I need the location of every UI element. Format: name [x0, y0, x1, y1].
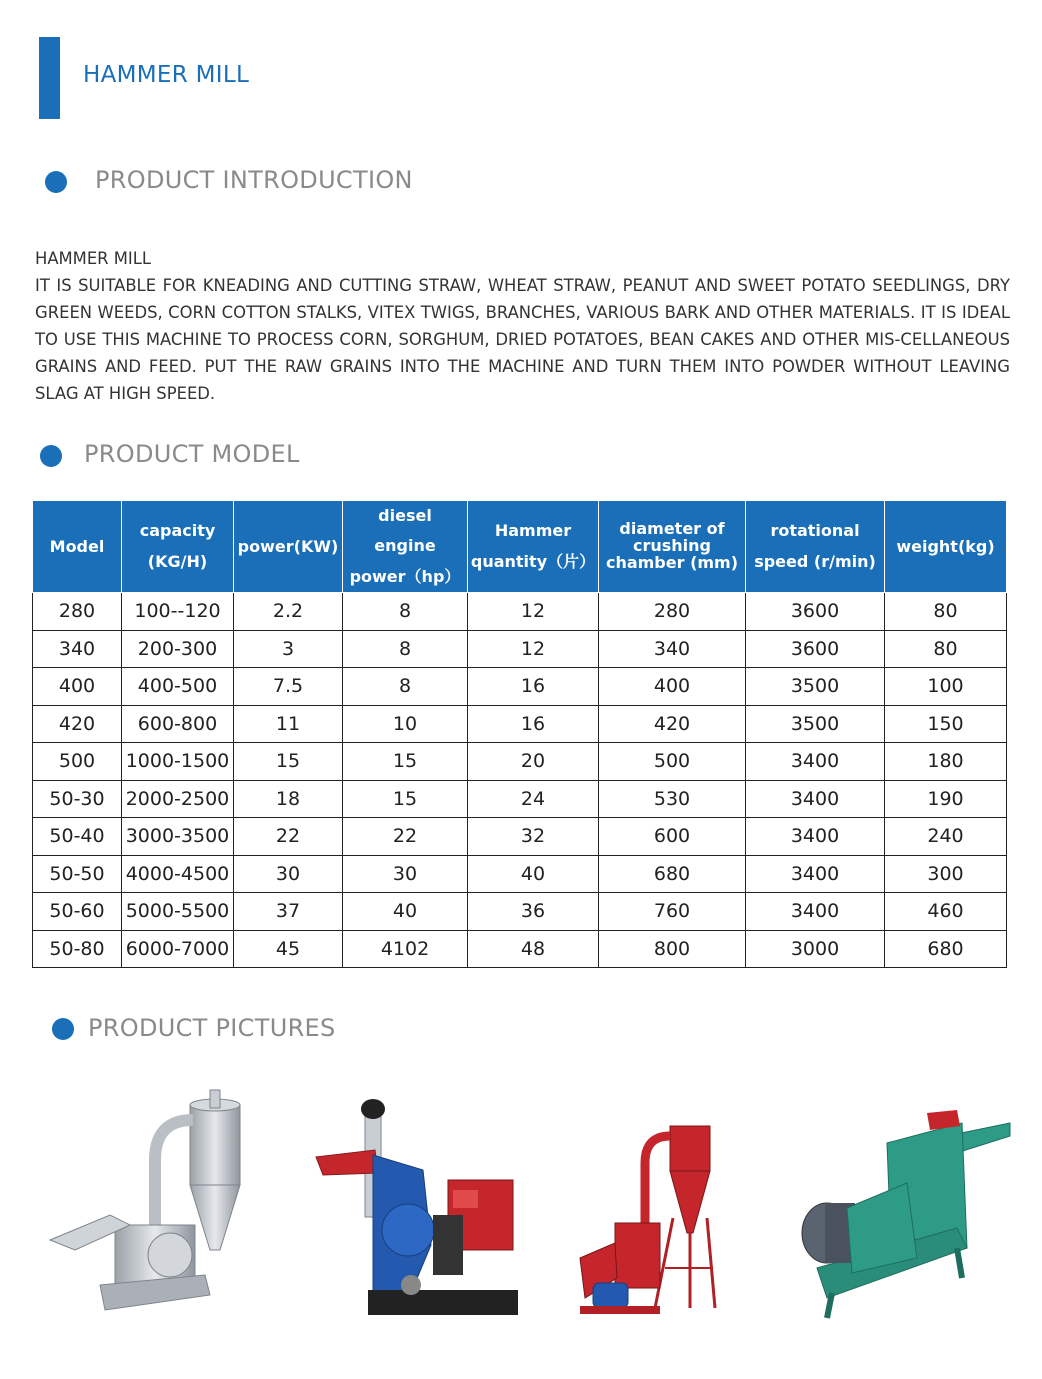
cell-weight: 100 [885, 668, 1007, 706]
cell-capacity: 6000-7000 [122, 930, 234, 968]
cell-capacity: 1000-1500 [122, 743, 234, 781]
cell-speed: 3400 [746, 818, 885, 856]
table-row [33, 593, 1007, 631]
cell-power: 45 [234, 930, 343, 968]
cell-capacity: 600-800 [122, 705, 234, 743]
cell-diesel: 40 [343, 893, 468, 931]
cell-hammer: 16 [468, 668, 599, 706]
header-power: power(KW) [234, 501, 343, 593]
table-row [33, 630, 1007, 668]
intro-heading: HAMMER MILL [35, 249, 152, 268]
cell-speed: 3600 [746, 630, 885, 668]
header-weight: weight(kg) [885, 501, 1007, 593]
cell-speed: 3500 [746, 705, 885, 743]
cell-weight: 80 [885, 630, 1007, 668]
page-title: HAMMER MILL [83, 62, 250, 88]
cell-diameter: 500 [599, 743, 746, 781]
cell-capacity: 400-500 [122, 668, 234, 706]
table-row [33, 780, 1007, 818]
header-speed: rotational speed (r/min) [746, 501, 885, 593]
cell-power: 2.2 [234, 593, 343, 631]
table-row [33, 705, 1007, 743]
product-image-red-mill [575, 1108, 725, 1323]
cell-power: 37 [234, 893, 343, 931]
cell-power: 15 [234, 743, 343, 781]
cell-weight: 300 [885, 855, 1007, 893]
title-accent-bar [39, 37, 60, 119]
header-diameter: diameter of crushing chamber (mm) [599, 501, 746, 593]
header-diesel: diesel engine power（hp） [343, 501, 468, 593]
cell-power: 7.5 [234, 668, 343, 706]
header-hammer: Hammer quantity（片） [468, 501, 599, 593]
table-row [33, 743, 1007, 781]
cell-power: 3 [234, 630, 343, 668]
cell-diameter: 400 [599, 668, 746, 706]
cell-speed: 3400 [746, 855, 885, 893]
section-title-introduction: PRODUCT INTRODUCTION [95, 166, 413, 194]
cell-capacity: 4000-4500 [122, 855, 234, 893]
cell-diesel: 10 [343, 705, 468, 743]
cell-speed: 3600 [746, 593, 885, 631]
cell-diameter: 760 [599, 893, 746, 931]
table-row [33, 818, 1007, 856]
cell-speed: 3000 [746, 930, 885, 968]
table-header-row [33, 501, 1007, 593]
cell-diesel: 15 [343, 743, 468, 781]
cell-model: 50-30 [33, 780, 122, 818]
table-row [33, 930, 1007, 968]
section-bullet-icon [40, 445, 62, 467]
cell-diesel: 8 [343, 593, 468, 631]
cell-weight: 680 [885, 930, 1007, 968]
cell-weight: 460 [885, 893, 1007, 931]
cell-hammer: 16 [468, 705, 599, 743]
section-title-pictures: PRODUCT PICTURES [88, 1014, 336, 1042]
cell-weight: 240 [885, 818, 1007, 856]
cell-hammer: 48 [468, 930, 599, 968]
cell-capacity: 200-300 [122, 630, 234, 668]
cell-diesel: 8 [343, 630, 468, 668]
cell-hammer: 36 [468, 893, 599, 931]
cell-weight: 150 [885, 705, 1007, 743]
cell-weight: 80 [885, 593, 1007, 631]
section-bullet-icon [52, 1018, 74, 1040]
cell-diameter: 680 [599, 855, 746, 893]
cell-speed: 3400 [746, 743, 885, 781]
cell-model: 50-50 [33, 855, 122, 893]
cell-diesel: 15 [343, 780, 468, 818]
cell-diesel: 30 [343, 855, 468, 893]
cell-power: 18 [234, 780, 343, 818]
cell-diameter: 280 [599, 593, 746, 631]
cell-model: 280 [33, 593, 122, 631]
cell-model: 50-80 [33, 930, 122, 968]
cell-hammer: 24 [468, 780, 599, 818]
cell-capacity: 2000-2500 [122, 780, 234, 818]
cell-capacity: 3000-3500 [122, 818, 234, 856]
product-image-diesel-mill [313, 1095, 528, 1325]
cell-weight: 190 [885, 780, 1007, 818]
cell-speed: 3400 [746, 893, 885, 931]
intro-text [35, 245, 1010, 407]
cell-hammer: 20 [468, 743, 599, 781]
cell-model: 500 [33, 743, 122, 781]
cell-capacity: 5000-5500 [122, 893, 234, 931]
cell-speed: 3500 [746, 668, 885, 706]
cell-diesel: 22 [343, 818, 468, 856]
intro-body: IT IS SUITABLE FOR KNEADING AND CUTTING STRAW, WHEAT STRAW, PEANUT AND SWEET POTATO SEEDLINGS, DRY GREEN WEEDS, CORN COTTON STALKS, VITEX TWIGS, BRANCHES, VARIOUS BARK AND OTHER MATERIALS. IT IS IDEAL TO USE THIS MACHINE TO PROCESS CORN, SORGHUM, DRIED POTATOES, BEAN CAKES AND OTHER MIS-CELLANEOUS GRAINS AND FEED. PUT THE RAW GRAINS INTO THE MACHINE AND TURN THEM INTO POWDER WITHOUT LEAVING SLAG AT HIGH SPEED. [35, 276, 1010, 403]
table-row [33, 668, 1007, 706]
cell-diameter: 420 [599, 705, 746, 743]
cell-power: 11 [234, 705, 343, 743]
cell-hammer: 12 [468, 593, 599, 631]
product-image-green-mill [797, 1108, 1012, 1323]
cell-model: 420 [33, 705, 122, 743]
cell-model: 340 [33, 630, 122, 668]
cell-diameter: 800 [599, 930, 746, 968]
table-row [33, 893, 1007, 931]
cell-capacity: 100--120 [122, 593, 234, 631]
table-row [33, 855, 1007, 893]
cell-power: 22 [234, 818, 343, 856]
cell-hammer: 12 [468, 630, 599, 668]
cell-diameter: 600 [599, 818, 746, 856]
cell-weight: 180 [885, 743, 1007, 781]
cell-power: 30 [234, 855, 343, 893]
cell-hammer: 32 [468, 818, 599, 856]
header-model: Model [33, 501, 122, 593]
section-bullet-icon [45, 171, 67, 193]
cell-diameter: 340 [599, 630, 746, 668]
spec-table [32, 500, 1007, 968]
cell-hammer: 40 [468, 855, 599, 893]
cell-diesel: 8 [343, 668, 468, 706]
cell-diesel: 4102 [343, 930, 468, 968]
cell-model: 50-60 [33, 893, 122, 931]
cell-diameter: 530 [599, 780, 746, 818]
section-title-model: PRODUCT MODEL [84, 440, 300, 468]
cell-speed: 3400 [746, 780, 885, 818]
header-capacity: capacity (KG/H) [122, 501, 234, 593]
product-image-stainless-mill [45, 1085, 265, 1325]
cell-model: 400 [33, 668, 122, 706]
cell-model: 50-40 [33, 818, 122, 856]
